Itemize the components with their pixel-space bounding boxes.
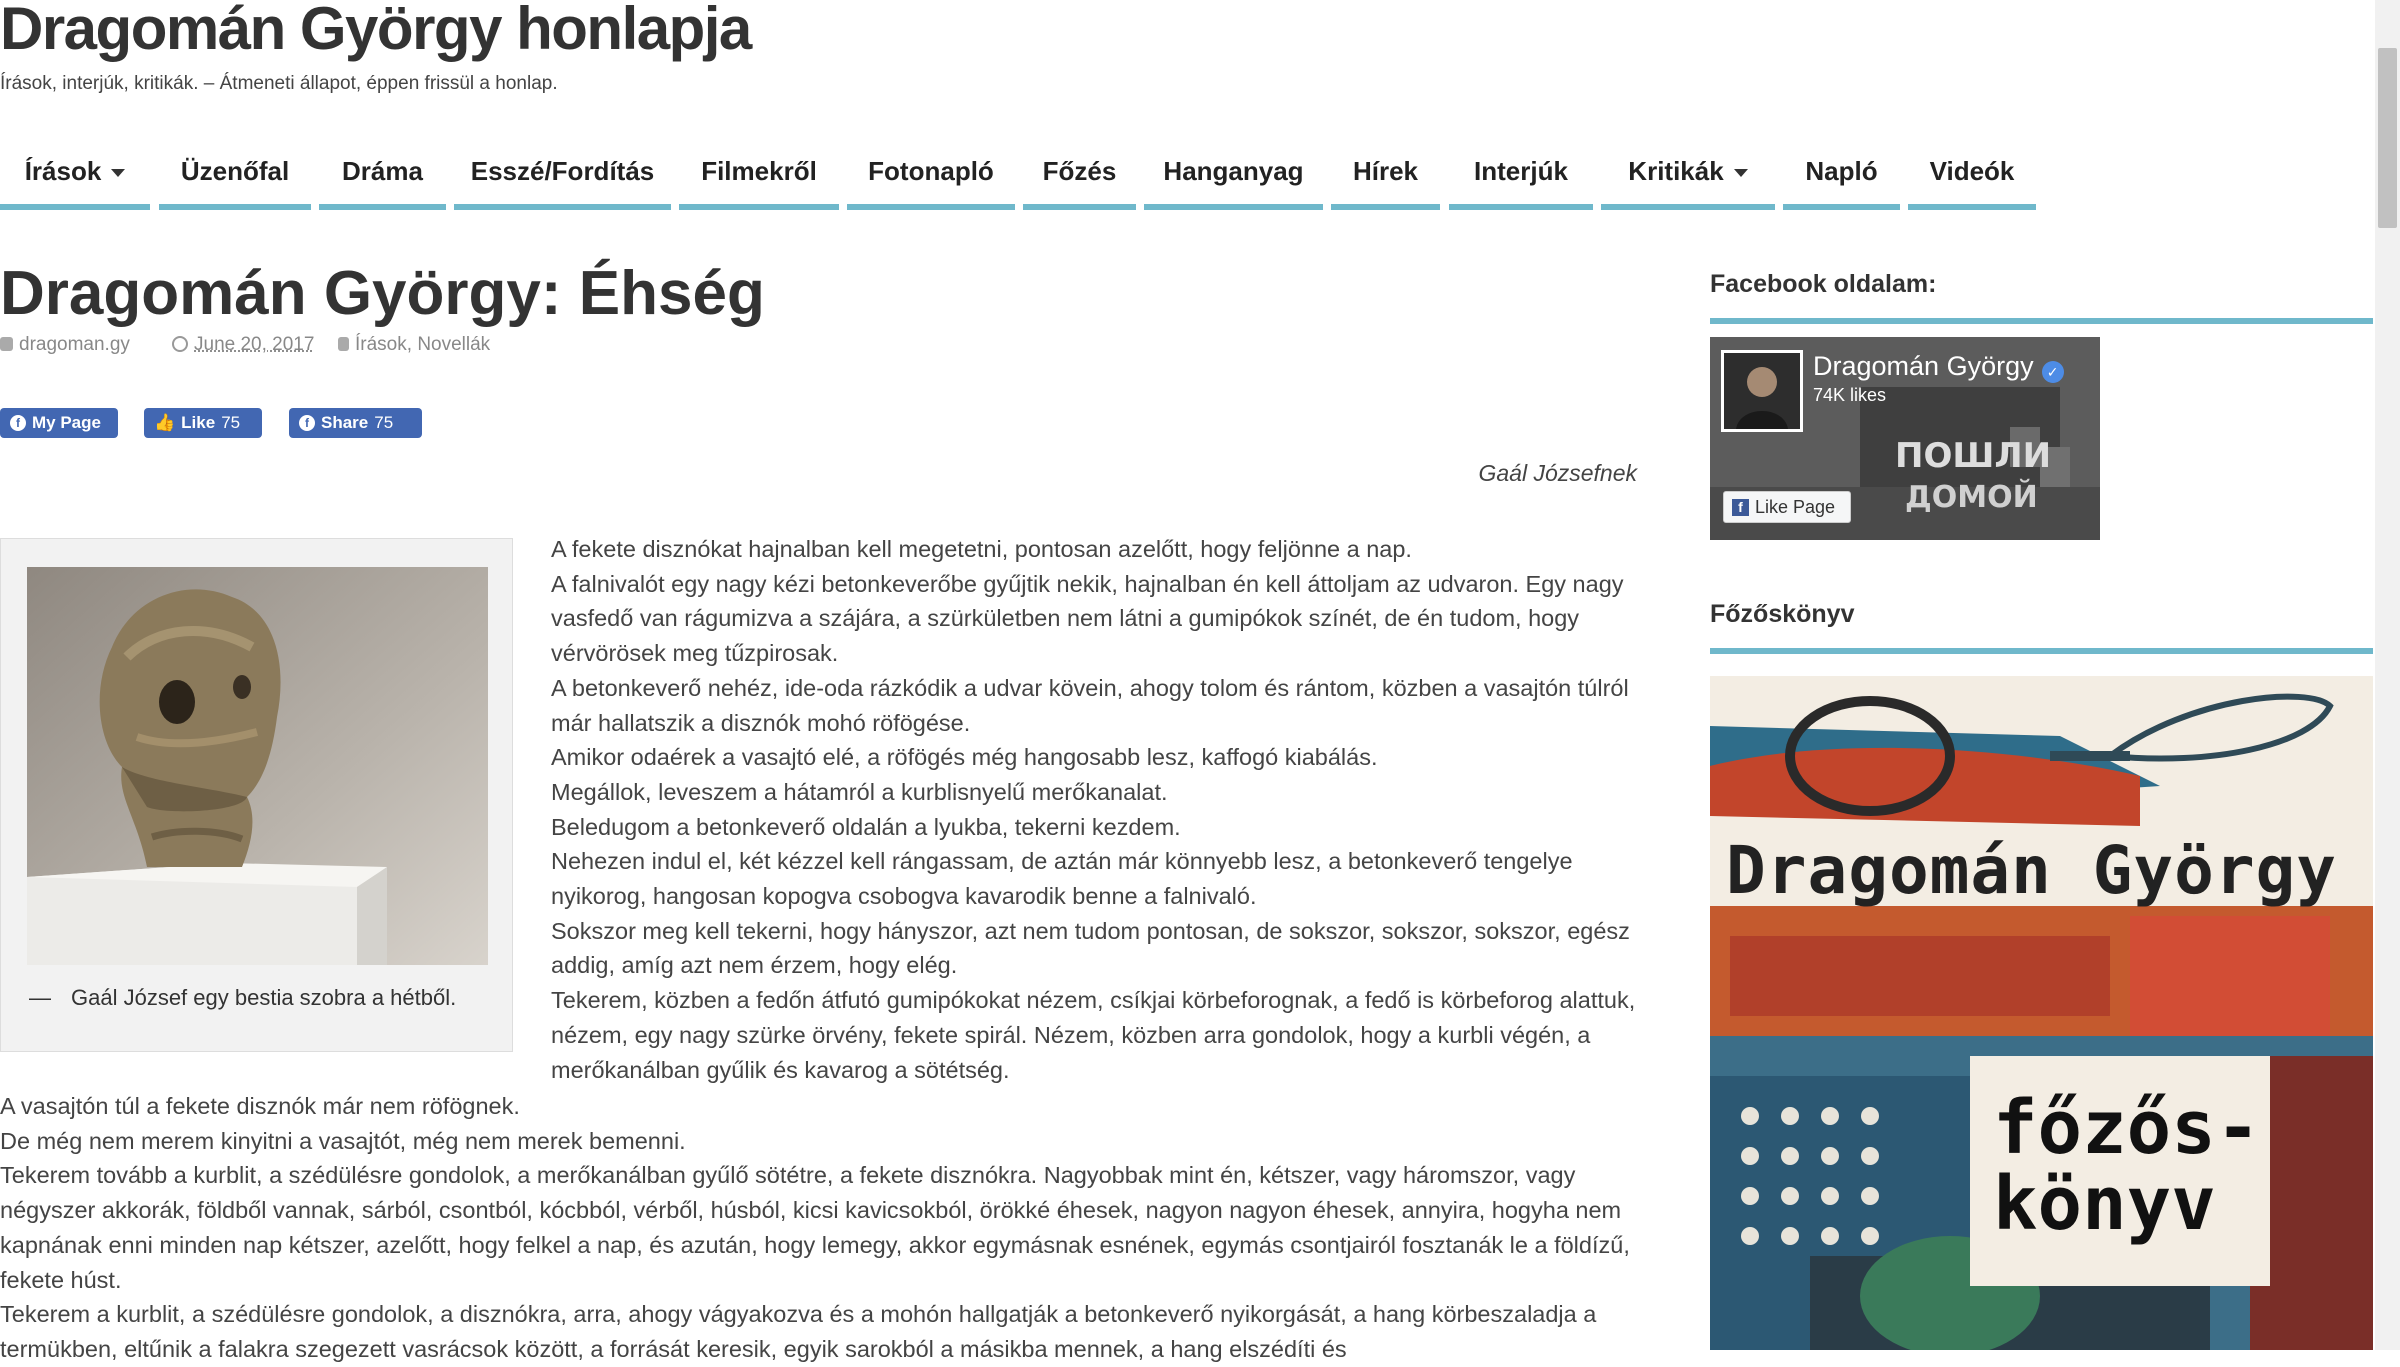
nav-item-interjuk[interactable] [1449,150,1593,210]
site-tagline: Írások, interjúk, kritikák. – Átmeneti állapot, éppen frissül a honlap. [0,73,558,94]
post-figure [0,538,513,1052]
fb-like-page-label: Like Page [1755,496,1836,517]
nav-item-label: Videók [1929,156,2015,186]
book-title-text [1993,1085,2261,1247]
cookbook-widget-title: Főzőskönyv [1710,600,1855,628]
my-page-button[interactable] [0,408,118,438]
post-date [172,334,314,356]
nav-item-irasok[interactable] [0,150,150,210]
text-line: Tekerem a kurblit, a szédülésre gondolok, a disznókra, arra, ahogy vágyakozva és a mohón hallgatják a betonkeverő nyikorgását, a hang körbeszaladja a termükben, eltűnik a falakra szegezett vasrácsok között, a forrását keresik, egyik sarokból a másikba mennek, a hang elszédíti és [0,1301,1597,1362]
site-title[interactable]: Dragomán György honlapja [0,0,751,62]
nav-item-fozes[interactable] [1023,150,1136,210]
post-categories [338,334,490,356]
verified-badge-icon: ✓ [2042,361,2064,383]
nav-item-label: Üzenőfal [180,156,290,186]
text-line: Beledugom a betonkeverő oldalán a lyukba, tekerni kezdem. [551,813,1181,840]
caption-text: Gaál József egy bestia szobra a hétből. [71,985,457,1010]
post-dedication: Gaál Józsefnek [1478,460,1637,486]
text-line: A vasajtón túl a fekete disznók már nem röfögnek. [0,1093,520,1119]
widget-divider [1710,648,2373,654]
fb-page-name[interactable] [1813,351,2064,383]
widget-divider [1710,318,2373,324]
nav-item-filmekrol[interactable] [679,150,839,210]
post-paragraph-2 [0,1089,1640,1367]
book-title-line: főzős- [1993,1085,2261,1171]
nav-item-label: Fotonapló [868,156,994,186]
facebook-icon: f [299,415,315,431]
facebook-page-icon: f [10,415,26,431]
figure-caption [29,985,456,1011]
nav-item-hirek[interactable] [1331,150,1440,210]
share-count: 75 [374,413,394,432]
nav-item-label: Esszé/Fordítás [470,156,655,186]
nav-item-naplo[interactable] [1783,150,1900,210]
nav-item-label: Főzés [1042,156,1117,186]
caption-dash: — [29,985,51,1010]
text-line: A falnivalót egy nagy kézi betonkeverőbe gyűjtik nekik, hajnalban én kell áttoljam az udvaron. Egy nagy vasfedő van rágumizva a szájára, a szürkületben nem látni a gumipókok színét, de én tudom, hogy vérvörösek meg tűzpirosak. [551,570,1624,667]
text-line: Sokszor meg kell tekerni, hogy hányszor, azt nem tudom pontosan, de sokszor, sokszor, sokszor, egész addig, amíg azt nem érzem, hogy elég. [551,917,1630,979]
cookbook-cover-image[interactable] [1710,676,2373,1350]
post-author-name[interactable]: dragoman.gy [19,334,130,355]
facebook-widget-title: Facebook oldalam: [1710,270,1937,298]
fb-like-page-button[interactable] [1723,491,1851,523]
clock-icon [172,336,188,352]
nav-item-label: Dráma [342,156,423,186]
nav-item-label: Filmekről [701,156,817,186]
file-icon [338,337,349,351]
category-separator: , [406,334,413,355]
sculpture-photo[interactable] [27,567,488,965]
text-line: A betonkeverő nehéz, ide-oda rázkódik a udvar kövein, ahogy tolom és rántom, közben a vasajtón túlról már hallatszik a disznók mohó röfögése. [551,674,1629,736]
fb-page-likes: 74K likes [1813,385,1887,405]
nav-item-kritikak[interactable] [1601,150,1775,210]
svg-text:ДОМОЙ: ДОМОЙ [1905,480,2038,515]
nav-item-label: Írások [24,156,102,186]
facebook-like-button[interactable] [144,408,262,438]
nav-item-essze-forditas[interactable] [454,150,671,210]
text-line: A fekete disznókat hajnalban kell megetetni, pontosan azelőtt, hogy feljönne a nap. [551,536,1412,562]
facebook-page-plugin[interactable] [1710,337,2100,540]
fb-page-name-text[interactable]: Dragomán György [1813,351,2034,381]
page-scrollbar-thumb[interactable] [2378,48,2397,228]
nav-item-videok[interactable] [1908,150,2036,210]
facebook-f-icon: f [1732,499,1749,516]
text-line: Tekerem tovább a kurblit, a szédülésre gondolok, a merőkanálban gyűlő sötétre, a fekete disznókra. Nagyobbak mint én, kétszer, vagy háromszor, vagy négyszer akkorák, földből vannak, sárból, csontból, kócbból, vérből, húsból, kicsi kavicsokból, örökké éhesek, nagyon nagyon éhesek, annyira, hogyha nem kapnának enni minden nap kétszer, azelőtt, hogy felkel a nap, és azután, hogy lemegy, akkor egymásnak esnének, egymás csontjairól fosztanák le a földízű, fekete húst. [0,1162,1630,1293]
svg-text:ПОШЛИ: ПОШЛИ [1895,436,2052,476]
chevron-down-icon [1734,169,1748,177]
category-link-irasok[interactable]: Írások [355,334,407,355]
book-title-line: könyv [1993,1161,2216,1247]
share-label: Share [321,413,369,432]
nav-item-label: Interjúk [1474,156,1568,186]
category-link-novellak[interactable]: Novellák [417,334,491,355]
nav-item-uzenofal[interactable] [159,150,311,210]
text-line: De még nem merem kinyitni a vasajtót, még nem merek bemenni. [0,1127,686,1154]
post-date-text: June 20, 2017 [194,334,315,355]
nav-item-fotonaplo[interactable] [847,150,1015,210]
chevron-down-icon [111,169,125,177]
nav-item-label: Hírek [1352,156,1419,186]
nav-item-hanganyag[interactable] [1144,150,1323,210]
like-label: Like [181,413,216,432]
my-page-label: My Page [32,413,101,432]
like-count: 75 [221,413,241,432]
user-icon [0,337,13,351]
text-line: Megállok, leveszem a hátamról a kurblisnyelű merőkanalat. [551,778,1168,805]
post-paragraph-1 [551,532,1641,1087]
text-line: Tekerem, közben a fedőn átfutó gumipókokat nézem, csíkjai körbeforognak, a fedő is körbeforog alattuk, nézem, egy nagy szürke örvény, fekete spirál. Nézem, közben arra gondolok, hogy a kurbli végén, a merőkanálban gyűlik és kavarog a sötétség. [551,987,1636,1083]
nav-item-drama[interactable] [319,150,446,210]
nav-item-label: Kritikák [1628,156,1724,186]
nav-item-label: Napló [1805,156,1878,186]
thumbs-up-icon: 👍 [154,413,176,432]
text-line: Amikor odaérek a vasajtó elé, a röfögés még hangosabb lesz, kaffogó kiabálás. [551,744,1378,771]
nav-item-label: Hanganyag [1163,156,1304,186]
facebook-share-button[interactable] [289,408,422,438]
post-title: Dragomán György: Éhség [0,259,765,328]
book-author-text: Dragomán György [1726,832,2338,909]
text-line: Nehezen indul el, két kézzel kell rángassam, de aztán már könnyebb lesz, a betonkeverő tengelye nyikorog, hangosan kopogva csobogva kavarodik benne a falnivaló. [551,848,1573,910]
post-author[interactable] [0,334,130,356]
